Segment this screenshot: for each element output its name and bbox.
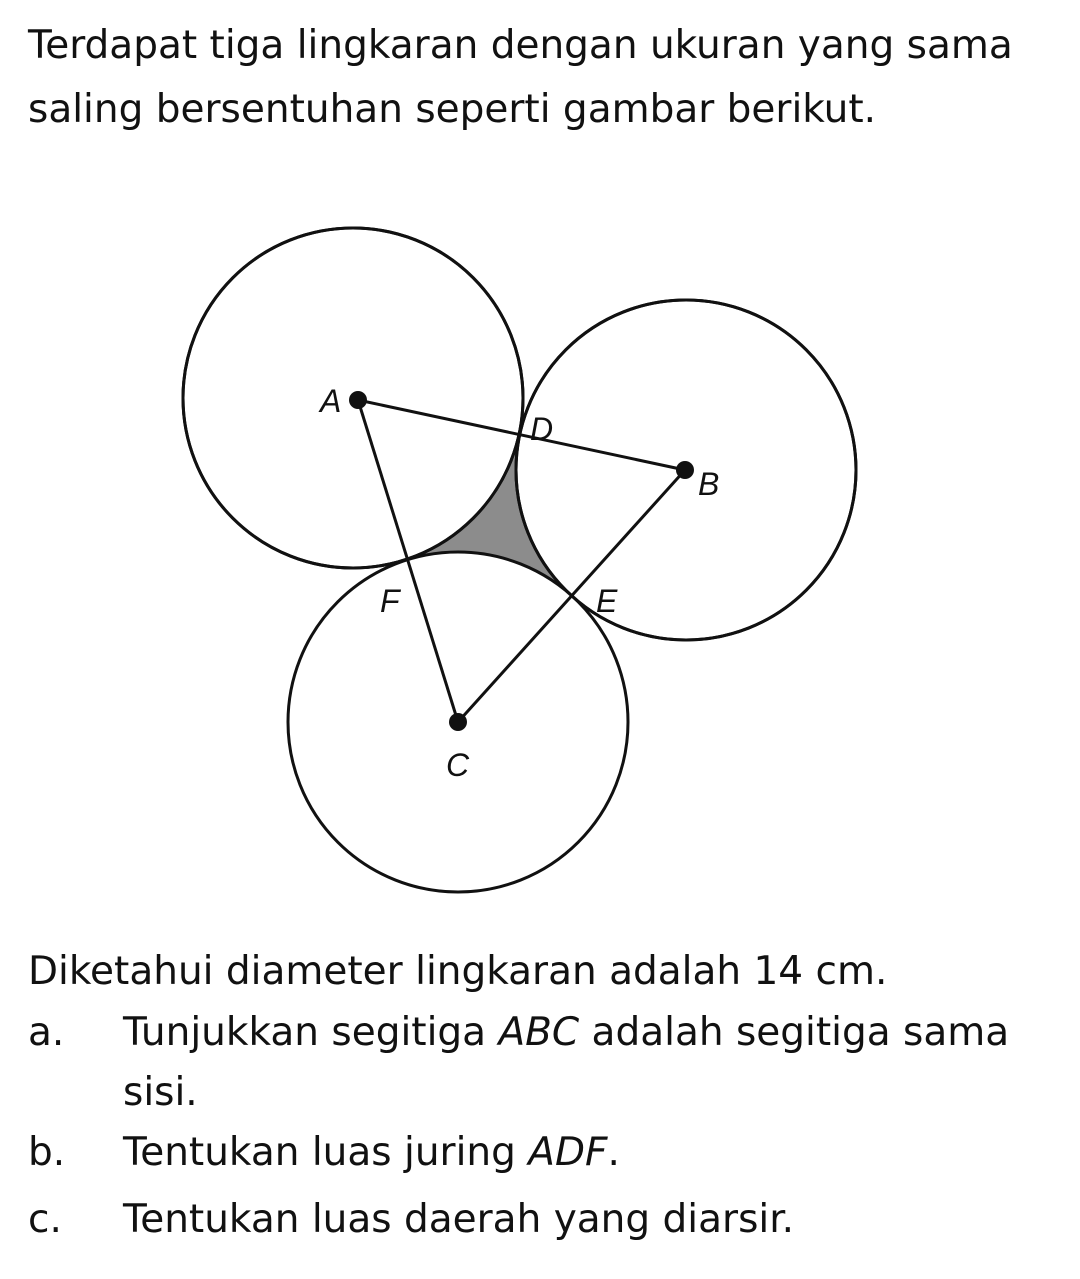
question-text-end: .: [607, 1130, 620, 1175]
question-marker: a.: [28, 1010, 65, 1055]
label-b: B: [698, 466, 720, 502]
label-c: C: [446, 747, 470, 783]
label-f: F: [380, 583, 400, 619]
label-a: A: [320, 383, 342, 419]
question-text: Tentukan luas juring: [123, 1130, 529, 1175]
question-emphasis: ABC: [498, 1010, 580, 1055]
question-text-end: adalah segitiga sama sisi.: [123, 1010, 1010, 1115]
question-a: [28, 1003, 1058, 1123]
known-text: Diketahui diameter lingkaran adalah 14 cm.: [28, 949, 888, 994]
question-text: Tunjukkan segitiga: [123, 1010, 499, 1055]
intro-text: Terdapat tiga lingkaran dengan ukuran yang sama saling bersentuhan seperti gambar berikut.: [28, 23, 1013, 132]
label-e: E: [596, 583, 618, 619]
point-a: [349, 391, 367, 409]
question-marker: b.: [28, 1130, 66, 1175]
label-d: D: [530, 411, 554, 447]
point-c: [449, 713, 467, 731]
point-b: [676, 461, 694, 479]
question-b: [28, 1123, 1058, 1183]
question-emphasis: ADF: [528, 1130, 608, 1175]
three-circles-diagram: [0, 200, 1080, 910]
question-c: [28, 1190, 1058, 1250]
question-text: Tentukan luas daerah yang diarsir.: [123, 1197, 795, 1242]
question-marker: c.: [28, 1197, 62, 1242]
